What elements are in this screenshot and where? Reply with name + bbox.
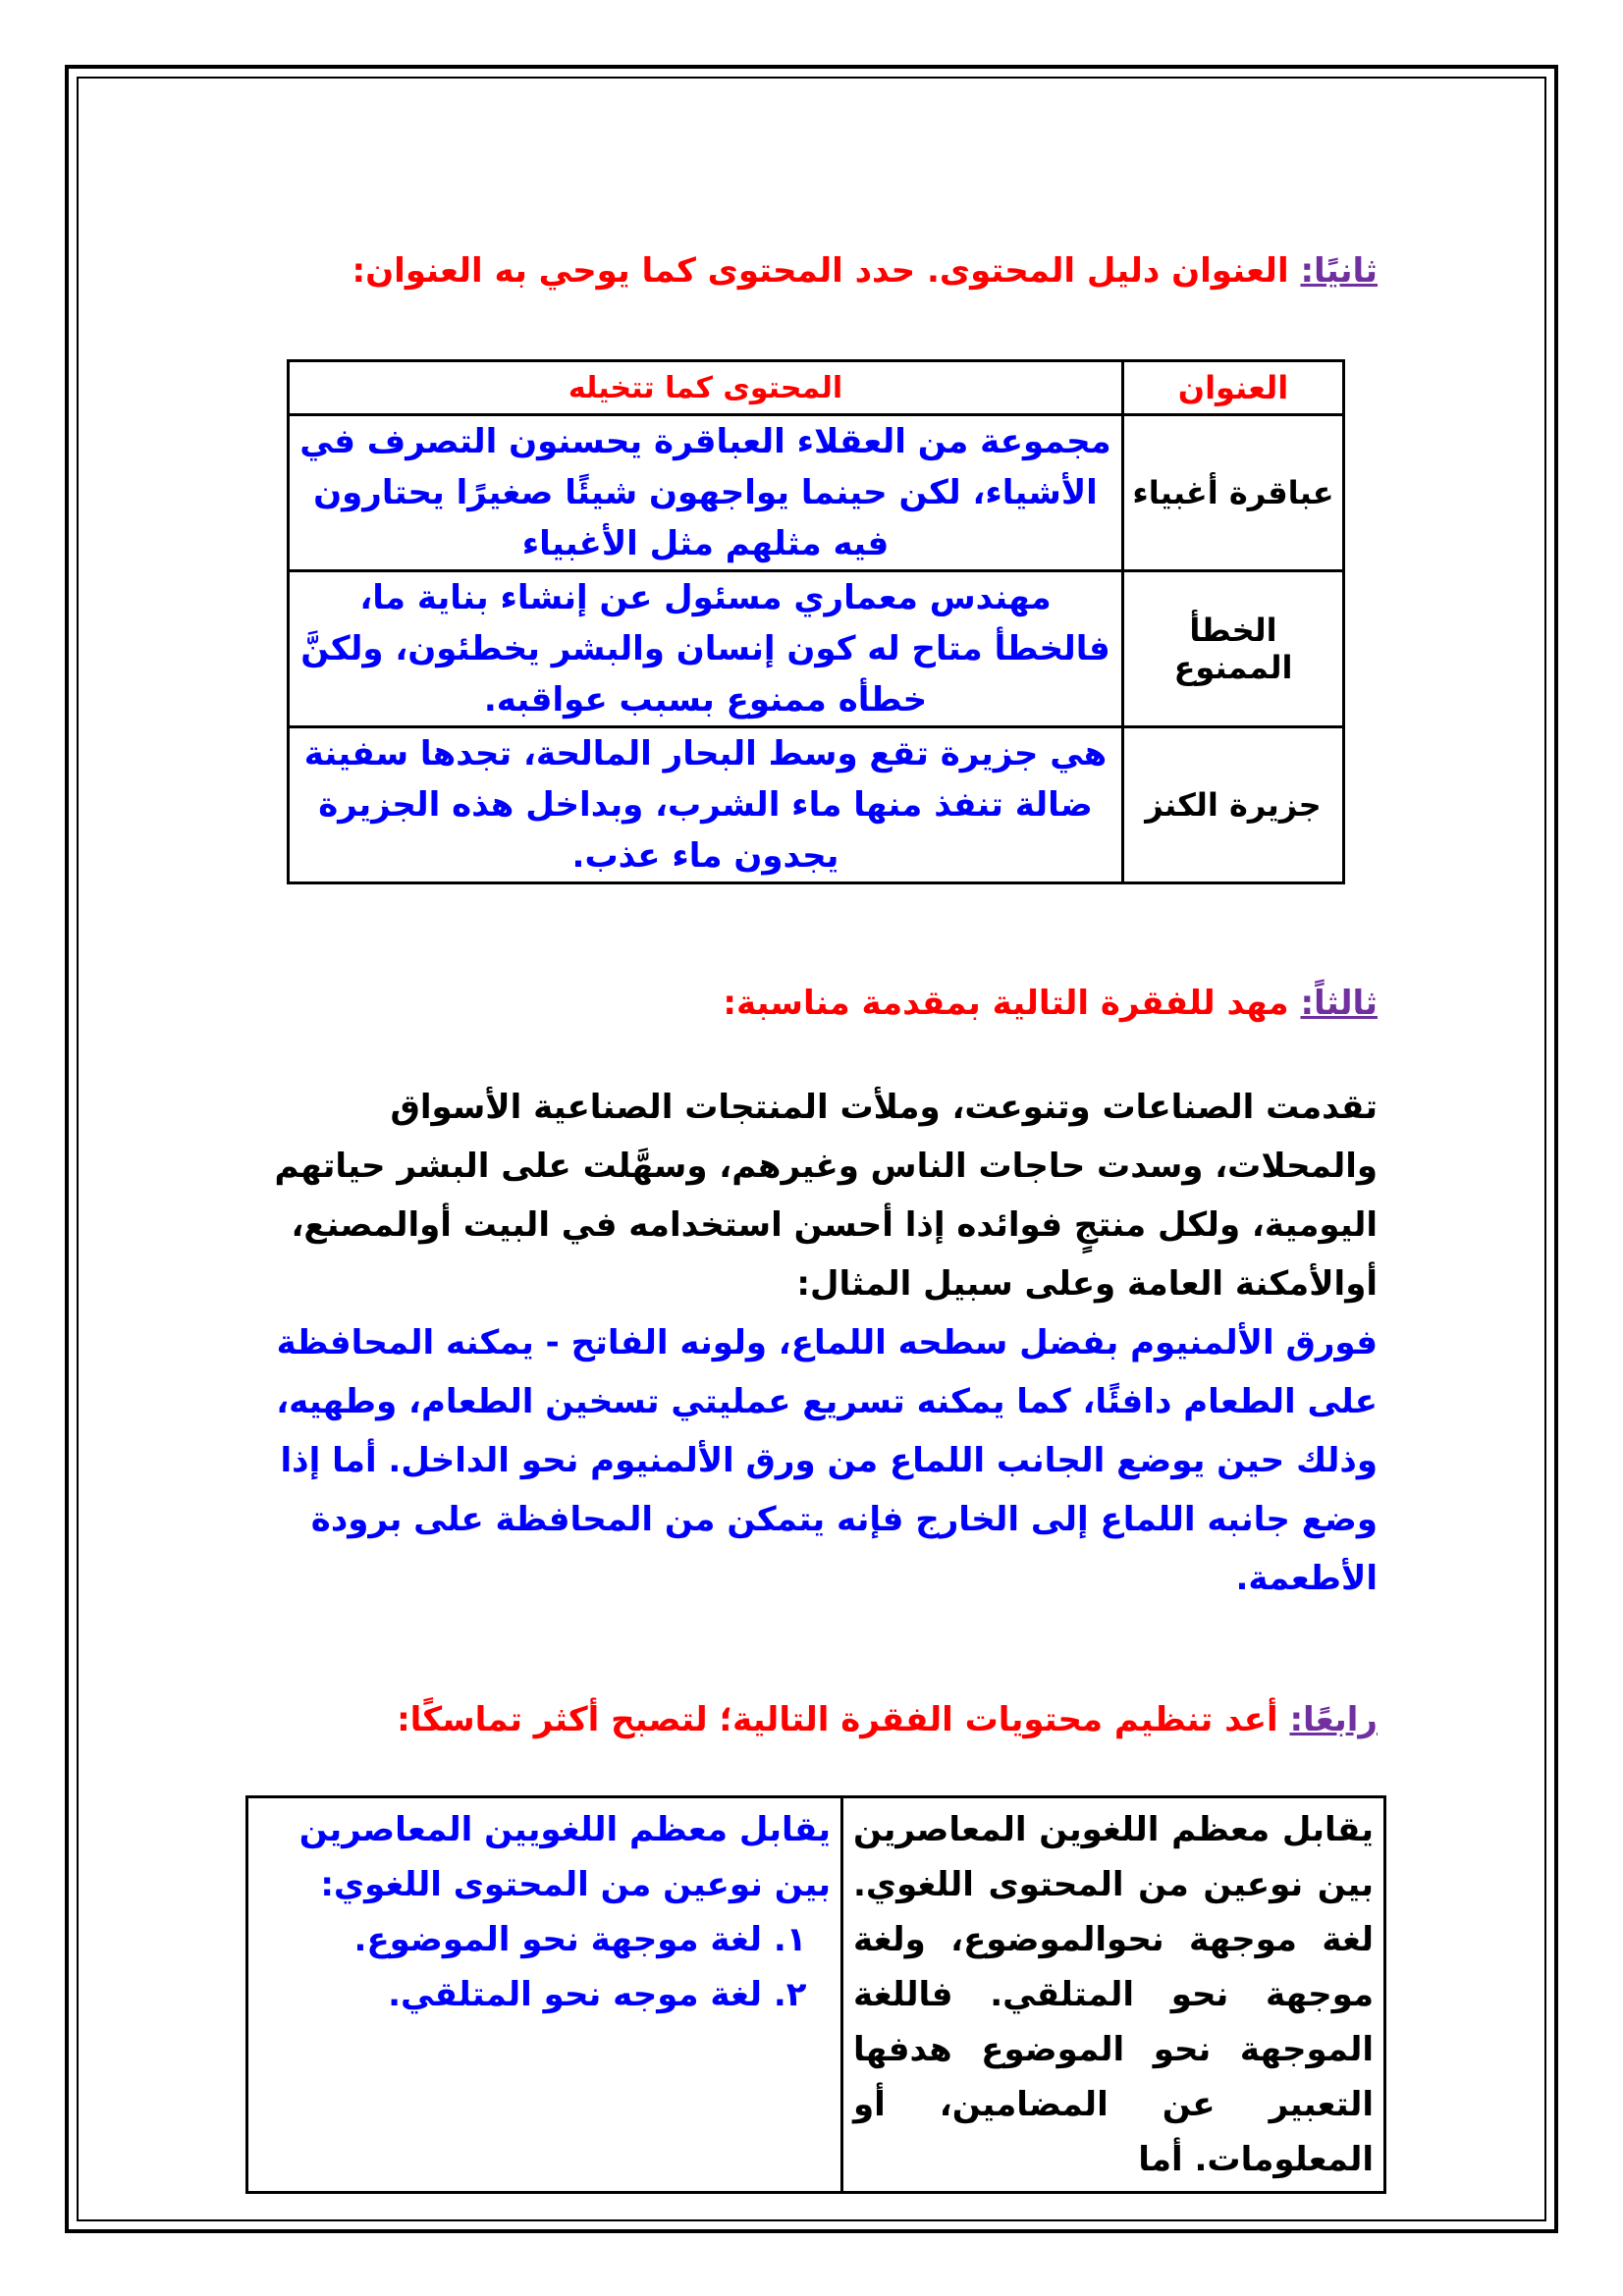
list-item: 2. لغة موجه نحو المتلقي. — [258, 1967, 762, 2022]
titles-table — [287, 359, 1345, 884]
reorganize-table — [245, 1795, 1386, 2194]
section2-instruction: العنوان دليل المحتوى. حدد المحتوى كما يوحي به العنوان: — [352, 251, 1301, 291]
section4-instruction: أعد تنظيم محتويات الفقرة التالية؛ لتصبح أكثر تماسكًا: — [397, 1700, 1290, 1739]
section3-paragraph: فورق الألمنيوم بفضل سطحه اللماع، ولونه الفاتح - يمكنه المحافظة على الطعام دافئًا، كما يمكنه تسريع عمليتي تسخين الطعام، وطهيه، وذلك حين يوضع الجانب اللماع من ورق الألمنيوم نحو الداخل. أما إذا وضع جانبه اللماع إلى الخارج فإنه يتمكن من المحافظة على برودة الأطعمة. — [276, 1323, 1378, 1598]
row-title: عباقرة أغبياء — [1123, 415, 1344, 571]
original-paragraph: يقابل معظم اللغوين المعاصرين بين نوعين من المحتوى اللغوي. لغة موجهة نحوالموضوع، ولغة موجهة نحو المتلقي. فاللغة الموجهة نحو الموضوع هدفها التعبير عن المضامين، أو المعلومات. أما — [842, 1797, 1385, 2193]
section3-body — [245, 1078, 1378, 1608]
list-item: 1. لغة موجهة نحو الموضوع. — [258, 1912, 762, 1967]
row-content: هي جزيرة تقع وسط البحار المالحة، تجدها سفينة ضالة تنفذ منها ماء الشرب، وبداخل هذه الجزيرة يجدون ماء عذب. — [289, 727, 1123, 883]
section2-label: ثانيًا: — [1300, 251, 1378, 291]
section3-label: ثالثاً: — [1300, 984, 1378, 1023]
section4-label: رابعًا: — [1289, 1700, 1378, 1739]
table-header-row — [289, 361, 1344, 415]
row-title: الخطأ الممنوع — [1123, 571, 1344, 727]
table-row — [289, 415, 1344, 571]
row-content: مهندس معماري مسئول عن إنشاء بناية ما، فالخطأ متاح له كون إنسان والبشر يخطئون، ولكنَّ خطأه ممنوع بسبب عواقبه. — [289, 571, 1123, 727]
row-title: جزيرة الكنز — [1123, 727, 1344, 883]
revised-intro: يقابل معظم اللغويين المعاصرين بين نوعين من المحتوى اللغوي: — [298, 1810, 831, 1904]
header-title: العنوان — [1123, 361, 1344, 415]
section3-instruction: مهد للفقرة التالية بمقدمة مناسبة: — [723, 984, 1301, 1023]
header-content: المحتوى كما تتخيله — [289, 361, 1123, 415]
table-row — [289, 571, 1344, 727]
section4-heading — [397, 1700, 1378, 1739]
revised-paragraph — [247, 1797, 842, 2193]
table-row — [289, 727, 1344, 883]
table-row — [247, 1797, 1385, 2193]
section3-heading — [723, 984, 1378, 1023]
section2-heading — [352, 251, 1378, 291]
revised-list — [258, 1912, 831, 2022]
row-content: مجموعة من العقلاء العباقرة يحسنون التصرف في الأشياء، لكن حينما يواجهون شيئًا صغيرًا يحتارون فيه مثلهم مثل الأغبياء — [289, 415, 1123, 571]
section3-intro: تقدمت الصناعات وتنوعت، وملأت المنتجات الصناعية الأسواق والمحلات، وسدت حاجات الناس وغيرهم، وسهَّلت على البشر حياتهم اليومية، ولكل منتجٍ فوائده إذا أحسن استخدامه في البيت أوالمصنع، أوالأمكنة العامة وعلى سبيل المثال: — [274, 1088, 1378, 1304]
